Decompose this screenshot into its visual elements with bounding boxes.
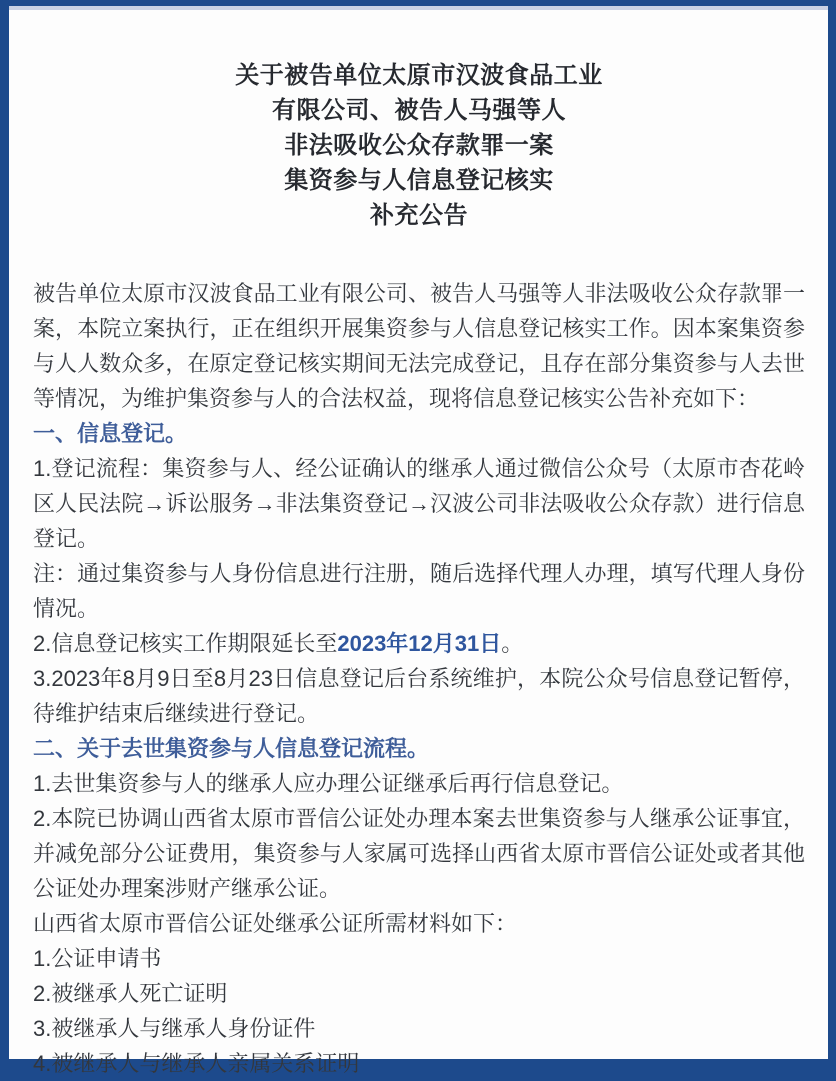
- material-item-2: 2.被继承人死亡证明: [33, 981, 228, 1006]
- announcement-document: [9, 6, 828, 1076]
- document-body: [33, 276, 805, 1081]
- section1-note: 注：通过集资参与人身份信息进行注册，随后选择代理人办理，填写代理人身份情况。: [33, 561, 805, 621]
- document-title: [33, 10, 805, 233]
- materials-list: [33, 941, 805, 1081]
- title-line-1: 关于被告单位太原市汉波食品工业: [235, 62, 603, 89]
- material-item-4: 4.被继承人与继承人亲属关系证明: [33, 1051, 360, 1076]
- intro-paragraph: 被告单位太原市汉波食品工业有限公司、被告人马强等人非法吸收公众存款罪一案，本院立案执行，正在组织开展集资参与人信息登记核实工作。因本案集资参与人人数众多，在原定登记核实期间无法完成登记，且存在部分集资参与人去世等情况，为维护集资参与人的合法权益，现将信息登记核实公告补充如下：: [33, 281, 805, 411]
- section2-heir-registration: 1.去世集资参与人的继承人应办理公证继承后再行信息登记。: [33, 771, 624, 796]
- material-item-3: 3.被继承人与继承人身份证件: [33, 1016, 316, 1041]
- title-line-3: 非法吸收公众存款罪一案: [284, 132, 554, 159]
- section1-deadline: [33, 626, 805, 661]
- materials-intro: 山西省太原市晋信公证处继承公证所需材料如下：: [33, 911, 518, 936]
- deadline-date: 2023年12月31日: [337, 631, 502, 656]
- section1-heading: 一、信息登记。: [33, 421, 188, 446]
- deadline-period: 。: [501, 631, 524, 656]
- material-item-1: 1.公证申请书: [33, 946, 162, 971]
- title-line-5: 补充公告: [370, 202, 468, 229]
- section1-registration-process: 1.登记流程：集资参与人、经公证确认的继承人通过微信公众号（太原市杏花岭区人民法院→诉讼服务→非法集资登记→汉波公司非法吸收公众存款）进行信息登记。: [33, 456, 805, 551]
- title-line-4: 集资参与人信息登记核实: [284, 167, 554, 194]
- title-line-2: 有限公司、被告人马强等人: [272, 97, 566, 124]
- section2-heading: 二、关于去世集资参与人信息登记流程。: [33, 736, 430, 761]
- deadline-text: 2.信息登记核实工作期限延长至: [33, 631, 338, 656]
- section2-notary-arrangement: 2.本院已协调山西省太原市晋信公证处办理本案去世集资参与人继承公证事宜，并减免部分公证费用，集资参与人家属可选择山西省太原市晋信公证处或者其他公证处办理案涉财产继承公证。: [33, 806, 805, 901]
- section1-maintenance-notice: 3.2023年8月9日至8月23日信息登记后台系统维护，本院公众号信息登记暂停，待维护结束后继续进行登记。: [33, 666, 805, 726]
